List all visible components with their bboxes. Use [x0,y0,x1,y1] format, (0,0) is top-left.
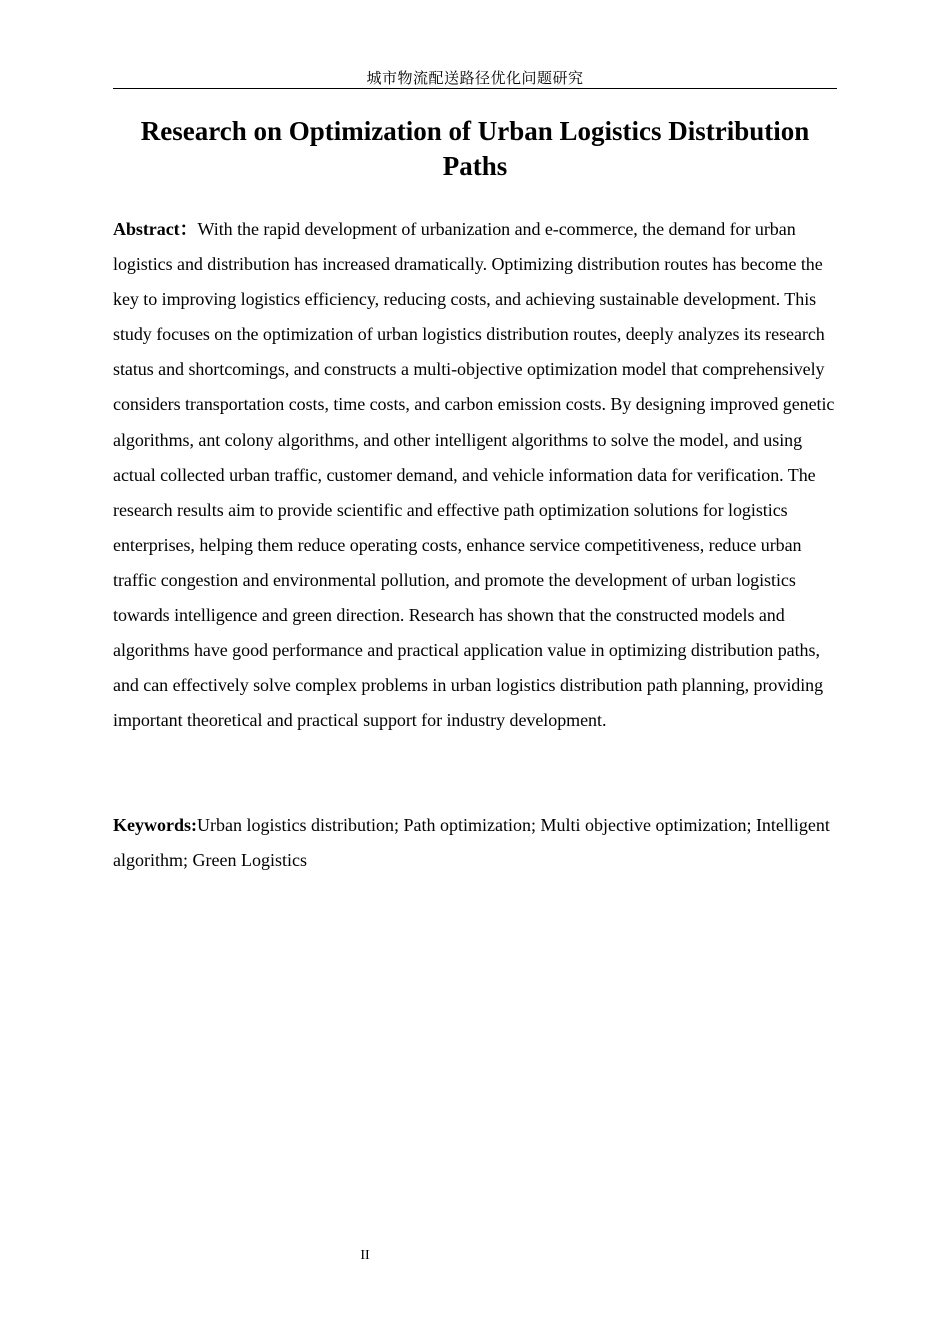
keywords-text: Urban logistics distribution; Path optimization; Multi objective optimization; Intelligent algorithm; Green Logistics [113,815,830,871]
abstract-text: With the rapid development of urbanization and e-commerce, the demand for urban logistics and distribution has increased dramatically. Optimizing distribution routes has become the key to improving logistics efficiency, reducing costs, and achieving sustainable development. This study focuses on the optimization of urban logistics distribution routes, deeply analyzes its research status and shortcomings, and constructs a multi-objective optimization model that comprehensively considers transportation costs, time costs, and carbon emission costs. By designing improved genetic algorithms, ant colony algorithms, and other intelligent algorithms to solve the model, and using actual collected urban traffic, customer demand, and vehicle information data for verification. The research results aim to provide scientific and effective path optimization solutions for logistics enterprises, helping them reduce operating costs, enhance service competitiveness, reduce urban traffic congestion and environmental pollution, and promote the development of urban logistics towards intelligence and green direction. Research has shown that the constructed models and algorithms have good performance and practical application value in optimizing distribution paths, and can effectively solve complex problems in urban logistics distribution path planning, providing important theoretical and practical support for industry development. [113,219,835,731]
keywords-label: Keywords: [113,815,197,835]
header-divider [113,88,837,89]
abstract-label: Abstract： [113,219,198,239]
running-header: 城市物流配送路径优化问题研究 [366,69,584,87]
abstract-paragraph [113,212,837,738]
keywords-paragraph [113,808,837,878]
page-number: II [360,1248,370,1263]
document-title: Research on Optimization of Urban Logistics Distribution Paths [140,116,810,181]
